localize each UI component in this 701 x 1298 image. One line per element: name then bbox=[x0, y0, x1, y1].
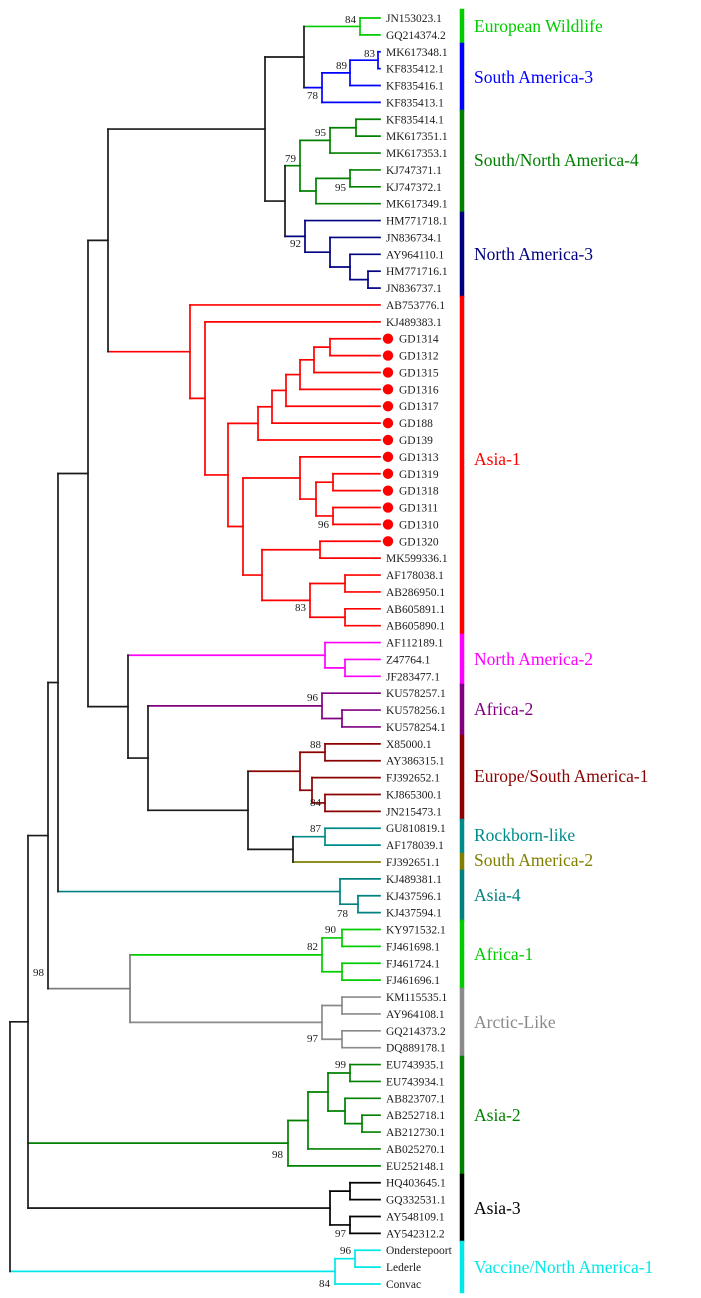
clade-label: Asia-3 bbox=[474, 1198, 521, 1218]
leaf-label: JN836737.1 bbox=[386, 283, 442, 296]
leaf-label: HQ403645.1 bbox=[386, 1177, 446, 1190]
bootstrap-value: 78 bbox=[337, 908, 348, 920]
leaf-label: EU743935.1 bbox=[386, 1059, 445, 1072]
bootstrap-value: 84 bbox=[345, 14, 356, 26]
bootstrap-value: 98 bbox=[33, 967, 44, 979]
bootstrap-value: 82 bbox=[307, 941, 318, 953]
clade-label: Africa-1 bbox=[474, 944, 534, 964]
leaf-label: MK617351.1 bbox=[386, 131, 448, 144]
leaf-label: AB286950.1 bbox=[386, 586, 446, 599]
bootstrap-value: 84 bbox=[310, 797, 321, 809]
bootstrap-value: 84 bbox=[319, 1278, 330, 1290]
leaf-label: KJ437594.1 bbox=[386, 907, 442, 920]
leaf-label: Onderstepoort bbox=[386, 1245, 452, 1258]
leaf-label: KF835413.1 bbox=[386, 97, 444, 110]
leaf-label: GD1312 bbox=[399, 350, 439, 363]
strain-marker-dot bbox=[383, 418, 393, 428]
strain-marker-dot bbox=[383, 452, 393, 462]
clade-label: South/North America-4 bbox=[474, 150, 639, 170]
bootstrap-value: 96 bbox=[318, 519, 329, 531]
leaf-label: GU810819.1 bbox=[386, 823, 446, 836]
leaf-label: GQ214373.2 bbox=[386, 1025, 446, 1038]
leaf-label: HM771718.1 bbox=[386, 215, 448, 228]
bootstrap-value: 96 bbox=[340, 1245, 351, 1257]
strain-marker-dot bbox=[383, 485, 393, 495]
leaf-label: MK617353.1 bbox=[386, 148, 448, 161]
bootstrap-value: 96 bbox=[307, 692, 318, 704]
leaf-label: GD188 bbox=[399, 418, 433, 431]
leaf-label: AY964108.1 bbox=[386, 1008, 445, 1021]
clade-label: Asia-2 bbox=[474, 1105, 521, 1125]
clade-label: Vaccine/North America-1 bbox=[474, 1257, 654, 1277]
leaf-label: KU578256.1 bbox=[386, 705, 446, 718]
bootstrap-value: 95 bbox=[315, 127, 326, 139]
leaf-label: KF835416.1 bbox=[386, 80, 444, 93]
strain-marker-dot bbox=[383, 334, 393, 344]
leaf-label: AB605891.1 bbox=[386, 603, 446, 616]
clade-label: Rockborn-like bbox=[474, 825, 576, 845]
leaf-label: AF178039.1 bbox=[386, 840, 444, 853]
leaf-label: JN153023.1 bbox=[386, 13, 442, 25]
strain-marker-dot bbox=[383, 401, 393, 411]
clade-label: Arctic-Like bbox=[474, 1012, 556, 1032]
strain-marker-dot bbox=[383, 519, 393, 529]
bootstrap-value: 83 bbox=[364, 48, 375, 60]
leaf-label: X85000.1 bbox=[386, 738, 432, 751]
bootstrap-value: 90 bbox=[325, 924, 336, 936]
leaf-label: FJ461696.1 bbox=[386, 975, 440, 988]
leaf-label: KF835414.1 bbox=[386, 114, 444, 127]
leaf-label: MK617349.1 bbox=[386, 198, 448, 211]
leaf-label: JF283477.1 bbox=[386, 671, 440, 684]
leaf-label: HM771716.1 bbox=[386, 266, 448, 279]
strain-marker-dot bbox=[383, 536, 393, 546]
leaf-label: AY542312.2 bbox=[386, 1228, 445, 1241]
strain-marker-dot bbox=[383, 502, 393, 512]
leaf-label: MK617348.1 bbox=[386, 46, 448, 59]
leaf-label: KJ489381.1 bbox=[386, 873, 442, 886]
leaf-label: GD1320 bbox=[399, 536, 439, 549]
leaf-label: AF112189.1 bbox=[386, 637, 444, 650]
bootstrap-value: 83 bbox=[295, 602, 306, 614]
leaf-label: KJ747371.1 bbox=[386, 164, 442, 177]
bootstrap-value: 97 bbox=[307, 1033, 318, 1045]
bootstrap-value: 95 bbox=[335, 182, 346, 194]
leaf-label: KF835412.1 bbox=[386, 63, 444, 76]
leaf-label: AB605890.1 bbox=[386, 620, 446, 633]
leaf-label: GQ332531.1 bbox=[386, 1194, 446, 1207]
leaf-label: AB212730.1 bbox=[386, 1127, 446, 1140]
leaf-label: AB252718.1 bbox=[386, 1110, 446, 1123]
leaf-label: EU743934.1 bbox=[386, 1076, 445, 1089]
leaf-label: AY964110.1 bbox=[386, 249, 445, 262]
bootstrap-value: 97 bbox=[335, 1228, 346, 1240]
leaf-label: KJ437596.1 bbox=[386, 890, 442, 903]
clade-label: Asia-4 bbox=[474, 885, 521, 905]
leaf-label: AY386315.1 bbox=[386, 755, 445, 768]
bootstrap-value: 87 bbox=[310, 823, 321, 835]
clade-label: South America-2 bbox=[474, 850, 594, 870]
leaf-label: FJ392651.1 bbox=[386, 857, 440, 869]
leaf-label: Z47764.1 bbox=[386, 654, 431, 667]
leaf-label: KU578257.1 bbox=[386, 688, 446, 701]
leaf-label: KJ747372.1 bbox=[386, 181, 442, 194]
bootstrap-value: 98 bbox=[272, 1149, 283, 1161]
leaf-label: KJ865300.1 bbox=[386, 789, 442, 802]
leaf-label: AY548109.1 bbox=[386, 1211, 445, 1224]
clade-label: Asia-1 bbox=[474, 449, 521, 469]
bootstrap-value: 79 bbox=[285, 153, 296, 165]
leaf-label: GD1310 bbox=[399, 519, 439, 532]
leaf-label: Convac bbox=[386, 1279, 422, 1291]
clade-label: South America-3 bbox=[474, 67, 594, 87]
strain-marker-dot bbox=[383, 350, 393, 360]
leaf-label: AF178038.1 bbox=[386, 570, 444, 583]
leaf-label: GQ214374.2 bbox=[386, 29, 446, 42]
leaf-label: AB025270.1 bbox=[386, 1143, 446, 1156]
bootstrap-value: 89 bbox=[336, 60, 347, 72]
leaf-label: KM115535.1 bbox=[386, 992, 448, 1005]
leaf-label: GD1319 bbox=[399, 468, 439, 481]
leaf-label: FJ392652.1 bbox=[386, 772, 440, 785]
strain-marker-dot bbox=[383, 469, 393, 479]
leaf-label: GD1316 bbox=[399, 384, 439, 397]
leaf-label: GD139 bbox=[399, 435, 433, 447]
leaf-label: KY971532.1 bbox=[386, 924, 446, 937]
clade-label: North America-3 bbox=[474, 244, 594, 264]
leaf-label: GD1311 bbox=[399, 502, 439, 515]
strain-marker-dot bbox=[383, 435, 393, 445]
leaf-label: FJ461724.1 bbox=[386, 958, 440, 971]
leaf-label: JN836734.1 bbox=[386, 232, 442, 245]
bootstrap-value: 78 bbox=[307, 90, 318, 102]
leaf-label: JN215473.1 bbox=[386, 806, 442, 819]
leaf-label: DQ889178.1 bbox=[386, 1042, 446, 1055]
bootstrap-value: 88 bbox=[310, 739, 321, 751]
bootstrap-value: 92 bbox=[290, 238, 301, 250]
leaf-label: MK599336.1 bbox=[386, 553, 448, 566]
leaf-label: GD1317 bbox=[399, 401, 439, 414]
clade-label: Europe/South America-1 bbox=[474, 766, 649, 786]
leaf-label: AB823707.1 bbox=[386, 1093, 446, 1106]
bootstrap-value: 99 bbox=[335, 1059, 346, 1071]
leaf-label: GD1318 bbox=[399, 485, 439, 498]
leaf-label: KU578254.1 bbox=[386, 721, 446, 734]
leaf-label: Lederle bbox=[386, 1262, 422, 1275]
leaf-label: GD1313 bbox=[399, 451, 439, 464]
leaf-label: FJ461698.1 bbox=[386, 941, 440, 954]
leaf-label: GD1315 bbox=[399, 367, 439, 380]
strain-marker-dot bbox=[383, 384, 393, 394]
clade-label: North America-2 bbox=[474, 649, 594, 669]
clade-label: European Wildlife bbox=[474, 16, 603, 36]
strain-marker-dot bbox=[383, 367, 393, 377]
leaf-label: AB753776.1 bbox=[386, 299, 446, 312]
leaf-label: GD1314 bbox=[399, 333, 439, 346]
leaf-label: EU252148.1 bbox=[386, 1160, 445, 1173]
leaf-label: KJ489383.1 bbox=[386, 316, 442, 329]
clade-label: Africa-2 bbox=[474, 699, 534, 719]
